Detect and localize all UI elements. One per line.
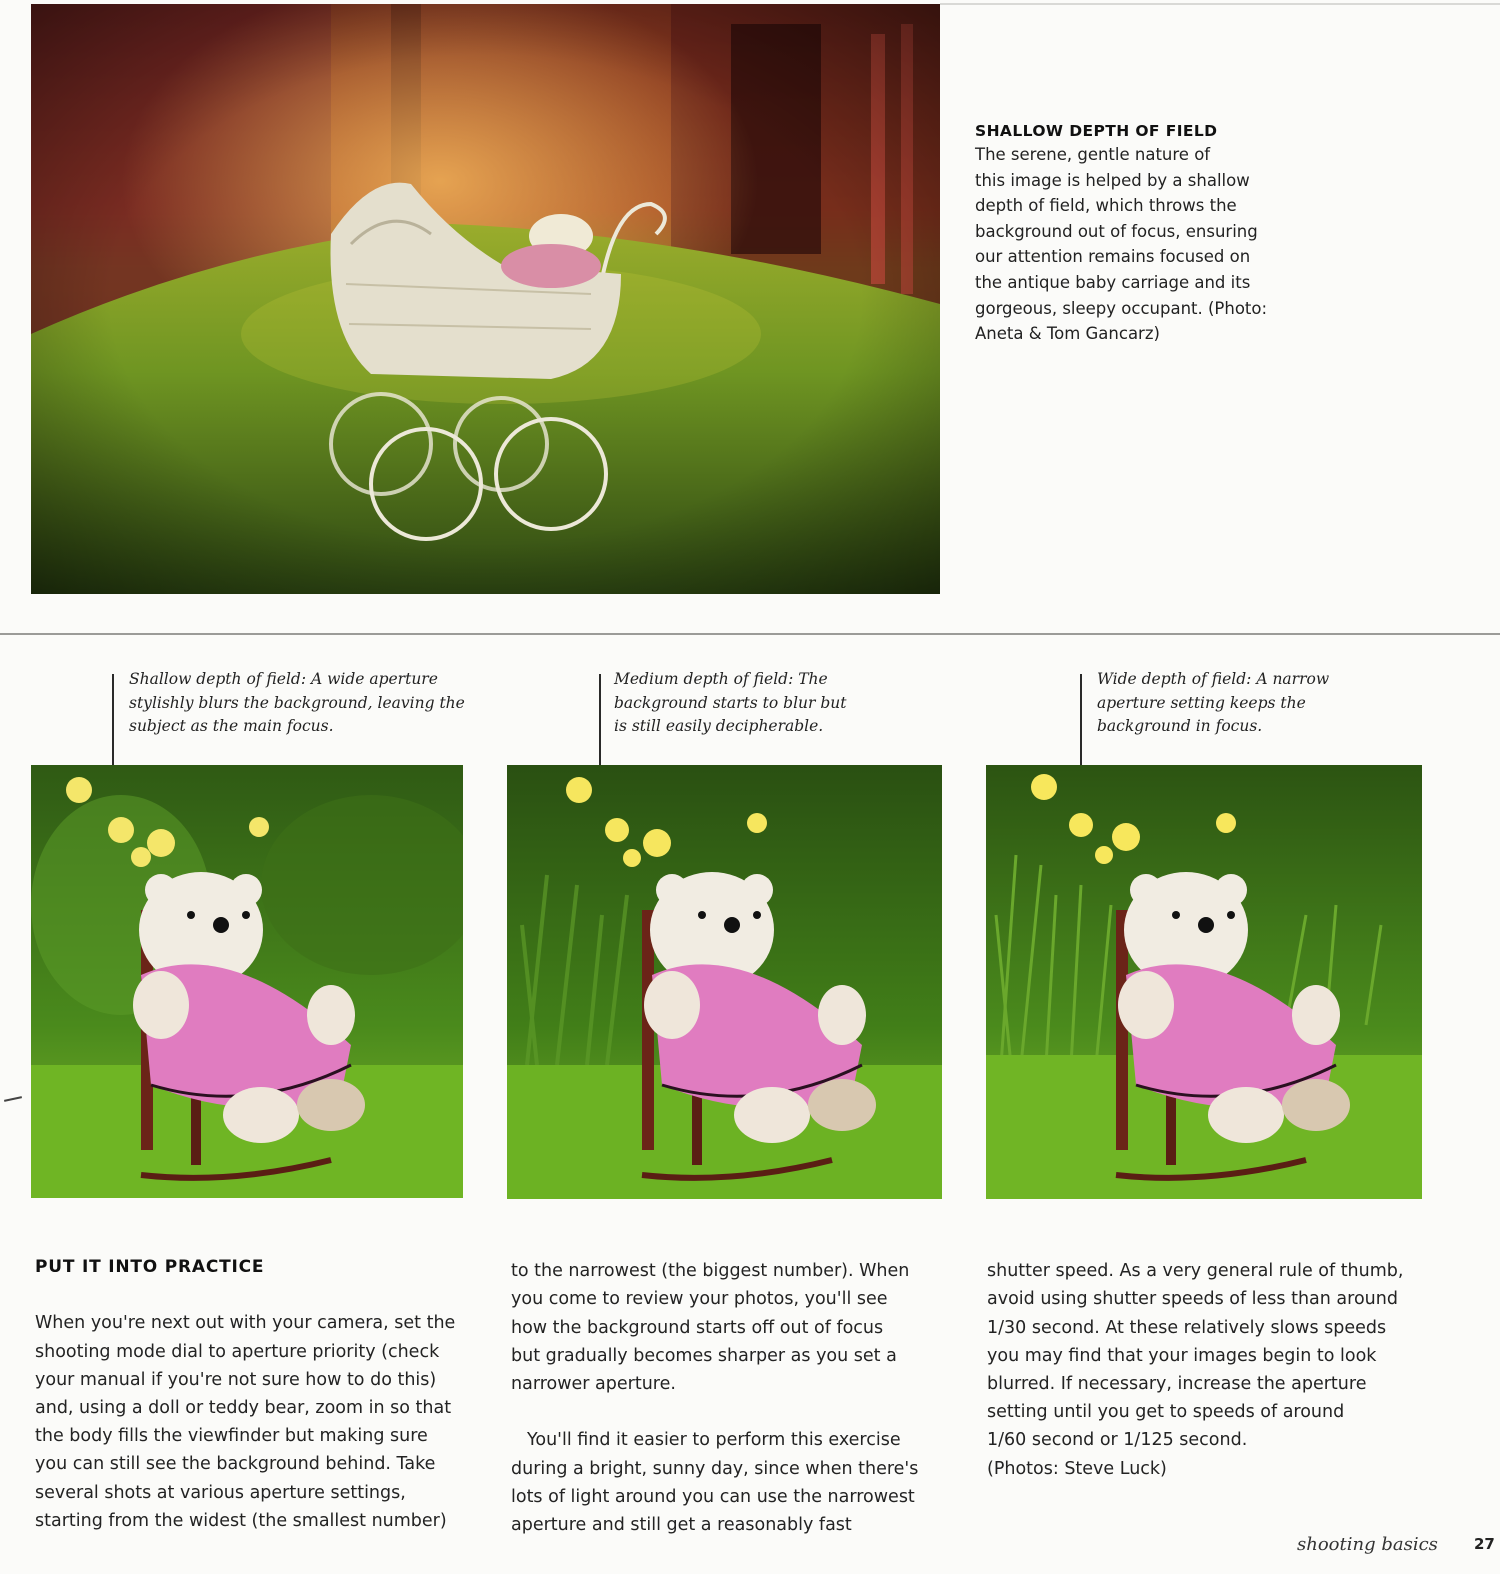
footer-section-title: shooting basics — [1297, 1534, 1438, 1555]
practice-text-2a: to the narrowest (the biggest number). When you come to review your photos, you'll see how the background starts off out of focus but gradually becomes sharper as you set a narrower aperture. — [511, 1261, 910, 1395]
photo-caption — [975, 121, 1305, 347]
practice-title: PUT IT INTO PRACTICE — [35, 1257, 265, 1278]
practice-text-3: shutter speed. As a very general rule of thumb, avoid using shutter speeds of less than around 1/30 second. At these relatively slows speeds you may find that your images begin to look blurred. If necessary, increase the aperture setting until you get to speeds of around 1/60 second or 1/125 second. (Photos: Steve Luck) — [987, 1261, 1404, 1479]
practice-text-1: When you're next out with your camera, set the shooting mode dial to aperture priority (check your manual if you're not sure how to do this) and, using a doll or teddy bear, zoom in so that the body fills the viewfinder but making sure you can still see the background behind. Take several shots at various aperture settings, starting from the widest (the smallest number) — [35, 1313, 456, 1531]
teddy-photo-medium — [507, 765, 942, 1199]
caption-body: The serene, gentle nature of this image is helped by a shallow depth of field, which throws the background out of focus, ensuring our attention remains focused on the antique baby carriage and its gorgeous, sleepy occupant. (Photo: Aneta & Tom Gancarz) — [975, 145, 1268, 344]
practice-column-2 — [511, 1229, 961, 1567]
top-rule — [940, 3, 1500, 5]
callout-shallow-dof: Shallow depth of field: A wide aperture stylishly blurs the background, leaving the subject as the main focus. — [129, 670, 465, 735]
section-divider — [0, 633, 1500, 635]
teddy-photo-shallow — [31, 765, 463, 1198]
teddy-photo-wide — [986, 765, 1422, 1199]
practice-text-2b: You'll find it easier to perform this exercise during a bright, sunny day, since when there's lots of light around you can use the narrowest aperture and still get a reasonably fast — [511, 1430, 919, 1536]
margin-tick — [4, 1096, 22, 1102]
practice-column-1 — [35, 1226, 475, 1563]
caption-title: SHALLOW DEPTH OF FIELD — [975, 122, 1218, 140]
page-number: 27 — [1474, 1535, 1495, 1553]
callout-wide-dof: Wide depth of field: A narrow aperture setting keeps the background in focus. — [1097, 670, 1330, 735]
callout-medium-dof: Medium depth of field: The background starts to blur but is still easily decipherable. — [614, 670, 847, 735]
baby-carriage-photo — [31, 4, 940, 594]
practice-column-3 — [987, 1229, 1437, 1511]
